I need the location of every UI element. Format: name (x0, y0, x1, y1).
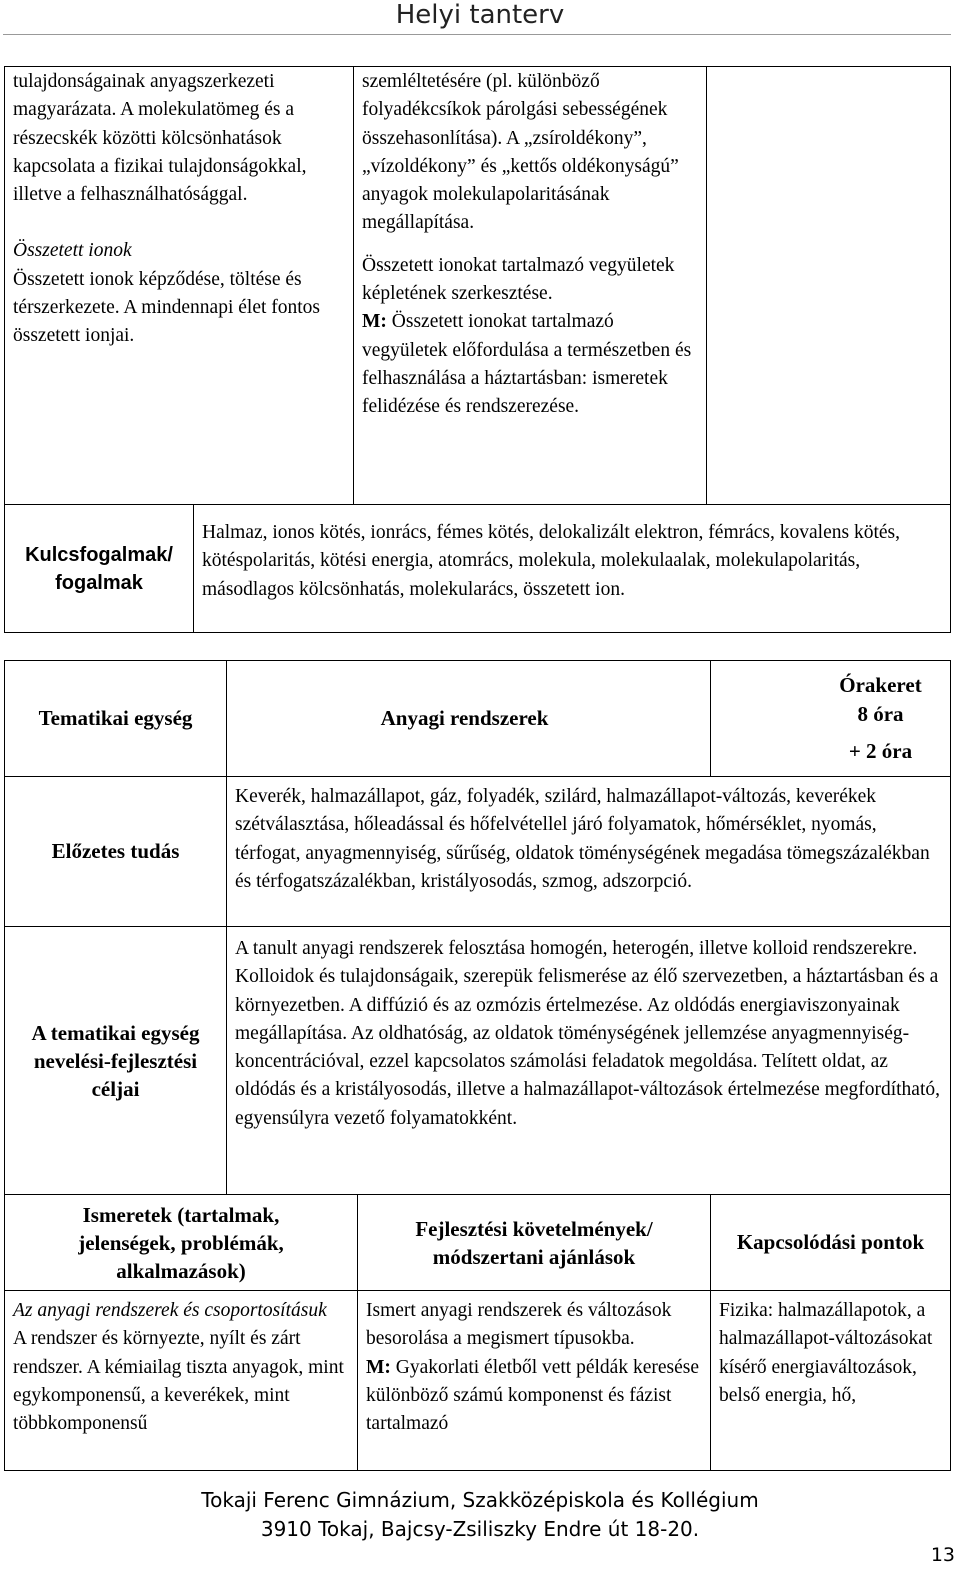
m-content: Összetett ionokat tartalmazó vegyületek előfordulása a természetben és felhasználása a háztartásban: ismeretek felidézése és rendszerezése. (362, 311, 692, 418)
keywords-text-cell (194, 505, 951, 633)
complex-ions-text: Összetett ionok képződése, töltése és térszerkezete. A mindennapi élet fontos összetett ionjai. (13, 268, 321, 347)
unit-label-cell (5, 661, 227, 777)
goals-text-cell (227, 927, 951, 1195)
unit-title-cell (227, 661, 711, 777)
unit-title: Anyagi rendszerek (380, 706, 549, 731)
col2-text1: Ismert anyagi rendszerek és változások besorolása a megismert típusokba. (366, 1300, 672, 1350)
col3-content-cell (711, 1291, 951, 1471)
col1-title: Az anyagi rendszerek és csoportosításuk (13, 1300, 327, 1321)
col3-header: Kapcsolódási pontok (736, 1230, 925, 1255)
requirements-m-text (362, 308, 698, 421)
prior-label: Előzetes tudás (51, 839, 180, 864)
knowledge-cell (5, 67, 354, 505)
col2-m-content: Gyakorlati életből vett példák keresése különböző számú komponenst és fázist tartalmazó (366, 1356, 699, 1435)
requirements-formula-text: Összetett ionokat tartalmazó vegyületek képletének szerkesztése. (362, 254, 675, 305)
unit-table (4, 660, 951, 1471)
goals-label: A tematikai egység nevelési-fejlesztési céljai (31, 1020, 200, 1101)
requirements-text-block: szemléltetésére (pl. különböző folyadékcsíkok párolgási sebességének összehasonlítása). A „zsíroldékony”, „vízoldékony” és „kettős oldékonyságú” anyagok molekulapolaritásának megállapítása. (362, 71, 679, 234)
prior-label-cell (5, 777, 227, 927)
page-header-title: Helyi tanterv (395, 0, 565, 30)
col3-text: Fizika: halmazállapotok, a halmazállapot-változásokat kísérő energiaváltozások, belső energia, hő, (719, 1300, 933, 1406)
col2-content-cell (358, 1291, 711, 1471)
m-prefix: M: (362, 311, 387, 333)
col2-header: Fejlesztési követelmények/ módszertani ajánlások (415, 1216, 653, 1269)
prior-text: Keverék, halmazállapot, gáz, folyadék, szilárd, halmazállapot-változás, keverékek szétválasztása, hőleadással és hőfelvétellel járó folyamatok, hőmérséklet, nyomás, térfogat, anyagmennyiség, sűrűség, oldatok töménységének megadása tömegszázalékban és térfogatszázalékban, kristályosodás, szmog, adszorpció. (235, 786, 930, 892)
footer-address: 3910 Tokaj, Bajcsy-Zsiliszky Endre út 18-20. (260, 1517, 700, 1541)
col2-m-text (366, 1354, 702, 1439)
footer-school-name: Tokaji Ferenc Gimnázium, Szakközépiskola és Kollégium (201, 1488, 759, 1512)
col1-header-cell (5, 1195, 358, 1291)
keywords-text: Halmaz, ionos kötés, ionrács, fémes kötés, delokalizált elektron, fémrács, kovalens kötés, kötéspolaritás, kötési energia, atomrács, molekula, molekulaalak, molekulapolaritás, másodlagos kölcsönhatás, molekularács, összetett ion. (202, 522, 900, 600)
requirements-cell (354, 67, 707, 505)
col1-text: A rendszer és környezte, nyílt és zárt rendszer. A kémiailag tiszta anyagok, mint egykomponensű, a keverékek, mint többkomponensű (13, 1328, 344, 1435)
hours-label: Órakeret (839, 673, 922, 697)
col1-header: Ismeretek (tartalmak, jelenségek, problémák, alkalmazások) (78, 1202, 284, 1283)
hours-extra: + 2 óra (848, 739, 913, 763)
complex-ions-heading: Összetett ionok (13, 240, 132, 262)
goals-text: A tanult anyagi rendszerek felosztása homogén, heterogén, illetve kolloid rendszerekre. Kolloidok és tulajdonságaik, szerepük felismerése az élő szervezetben, a háztartásban és a környezetben. A diffúzió és az ozmózis értelmezése. Az oldódás energiaviszonyainak megállapítása. Az oldhatóság, az oldatok töménységének jellemzése anyagmennyiség-koncentrációval, ezzel kapcsolatos számolási feladatok megoldása. Telített oldat, az oldódás és a kristályosodás, illetve a halmazállapot-változások értelmezése megfordítható, egyensúlyra vezető folyamatokként. (235, 938, 940, 1129)
hours-cell (711, 661, 951, 777)
page-number: 13 (930, 1544, 955, 1566)
connections-cell (707, 67, 951, 505)
col3-header-cell (711, 1195, 951, 1291)
page-footer (0, 1486, 960, 1544)
prior-text-cell (227, 777, 951, 927)
keywords-label: Kulcsfogalmak/ fogalmak (25, 543, 173, 594)
unit-label: Tematikai egység (38, 706, 193, 731)
knowledge-text-block: tulajdonságainak anyagszerkezeti magyarázata. A molekulatömeg és a részecskék közötti kölcsönhatások kapcsolata a fizikai tulajdonságokkal, illetve a felhasználhatósággal. (13, 71, 307, 206)
col2-header-cell (358, 1195, 711, 1291)
keywords-table (4, 504, 951, 633)
header-divider (3, 34, 951, 35)
col2-m-prefix: M: (366, 1356, 391, 1378)
col1-content-cell (5, 1291, 358, 1471)
top-content-table (4, 66, 951, 505)
hours-value: 8 óra (857, 702, 904, 726)
goals-label-cell (5, 927, 227, 1195)
keywords-label-cell (5, 505, 194, 633)
